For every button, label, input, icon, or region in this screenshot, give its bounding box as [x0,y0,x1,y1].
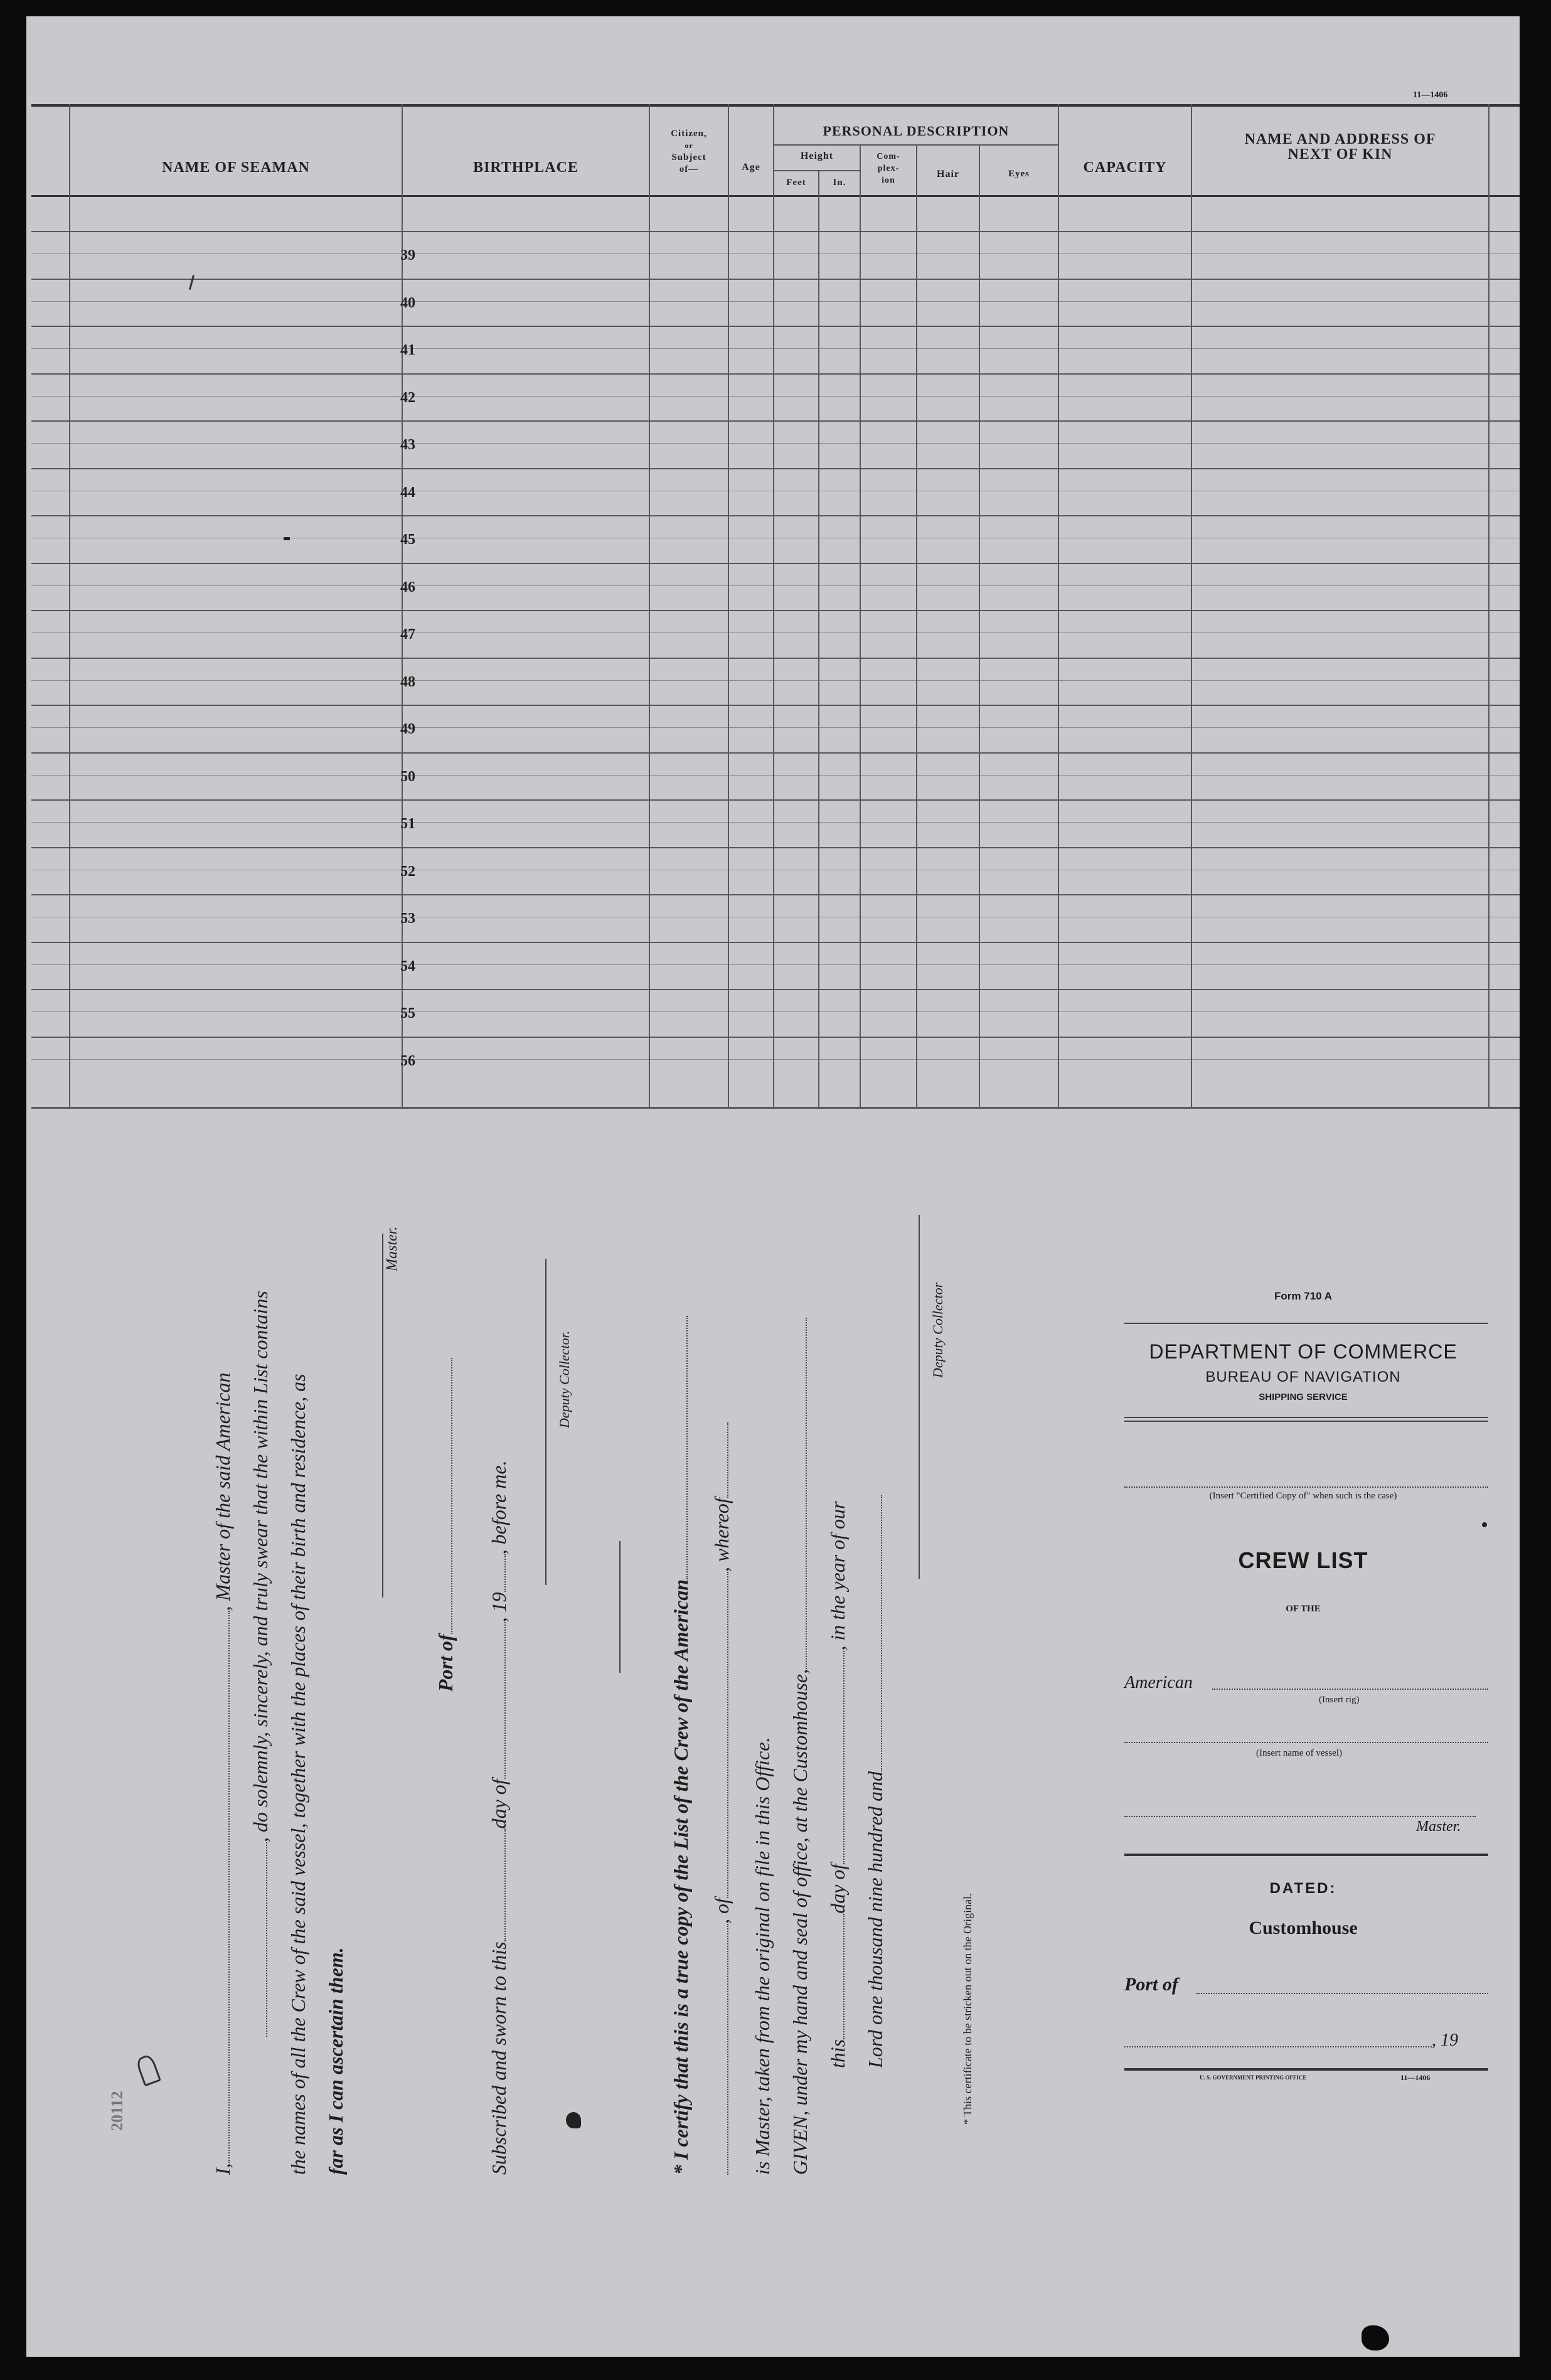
row-number: 44 [400,484,415,501]
table-top-border [31,104,1520,107]
table-subrow-line [31,396,1520,397]
pen-mark [284,537,290,540]
rig-field[interactable] [1212,1689,1488,1690]
oath-line-2: , do solemnly, sincerely, and truly swear that the within List contains [249,1291,272,2037]
col-line-birthplace [649,104,650,1108]
header-next-of-kin-line2: NEXT OF KIN [1287,146,1393,163]
table-subrow-line [31,1011,1520,1012]
table-row [31,515,1520,516]
shipping-service: SHIPPING SERVICE [1259,1392,1348,1402]
col-line-age [773,104,774,1108]
torn-edge [1362,2325,1389,2351]
american-label: American [1124,1673,1193,1692]
col-line-left [69,104,70,1108]
table-row [31,610,1520,611]
height-underline [773,170,860,171]
row-number: 49 [400,721,415,737]
col-line-feet [818,170,819,1108]
table-subrow-line [31,822,1520,823]
table-subrow-line [31,585,1520,586]
header-complexion-line1: Com- [877,152,900,161]
cert-line-5: thisday of, in the year of our [826,1501,849,2068]
table-subrow-line [31,632,1520,633]
col-line-capacity [1191,104,1192,1108]
cover-port-field[interactable] [1197,1993,1488,1994]
header-citizen-line1: Citizen, [671,129,707,139]
table-subrow-line [31,964,1520,965]
table-row [31,326,1520,327]
port-of: Port of [434,1358,457,1692]
insert-rig: (Insert rig) [1319,1695,1360,1705]
header-hair: Hair [937,169,959,179]
table-subrow-line [31,301,1520,302]
vessel-field[interactable] [1124,1742,1488,1743]
deputy-collector-1: Deputy Collector. [557,1330,572,1428]
cover-rule-2 [1124,1417,1488,1418]
bureau: BUREAU OF NAVIGATION [1205,1369,1401,1385]
table-subrow-line [31,775,1520,776]
row-number: 43 [400,437,415,453]
table-row [31,989,1520,990]
crew-list-title: CREW LIST [1238,1547,1368,1573]
col-line-hair [979,144,980,1108]
row-number: 52 [400,863,415,880]
cover-year: , 19 [1432,2030,1458,2050]
header-birthplace: BIRTHPLACE [473,159,578,176]
col-line-eyes [1058,104,1059,1108]
insert-vessel: (Insert name of vessel) [1256,1748,1343,1758]
table-subrow-line [31,727,1520,728]
table-row [31,658,1520,659]
table-row [31,894,1520,895]
header-complexion-line3: ion [882,176,895,185]
table-subrow-line [31,680,1520,681]
header-citizen-line2: or [685,141,693,150]
master-field[interactable] [1124,1816,1476,1817]
cert-line-2: , of, whereof [710,1422,733,2175]
table-row [31,752,1520,754]
certified-copy-field[interactable] [1124,1486,1488,1488]
stamp: 20112 [108,2091,126,2131]
row-number: 46 [400,579,415,595]
department: DEPARTMENT OF COMMERCE [1149,1340,1458,1363]
row-number: 41 [400,342,415,358]
col-line-complexion [916,144,917,1108]
table-header-bottom [31,195,1520,197]
header-complexion-line2: plex- [877,164,900,173]
deputy-signature-line-1 [528,1259,552,1585]
header-citizen [650,128,728,176]
divider [619,1541,621,1673]
table-row [31,563,1520,564]
cover-form-code: 11—1406 [1400,2073,1431,2082]
table-subrow-line [31,348,1520,349]
certified-note: (Insert "Certified Copy of" when such is the case) [1209,1491,1397,1501]
form-number: Form 710 A [1274,1290,1332,1302]
header-complexion [861,151,916,186]
header-feet: Feet [786,178,806,188]
oath-line-1: I,, Master of the said American [211,1372,234,2175]
deputy-collector-2: Deputy Collector [930,1282,946,1378]
cover-rule-4 [1124,1854,1488,1856]
oath-line-3: the names of all the Crew of the said vessel, together with the places of their birth and residence, as [287,1374,309,2175]
header-age: Age [742,162,760,173]
header-name-of-seaman: NAME OF SEAMAN [162,159,310,176]
oath-line-4: far as I can ascertain them. [324,1947,347,2175]
document-page [26,16,1520,2357]
col-line-height [860,144,861,1108]
header-height: Height [800,151,834,161]
cover-port-of: Port of [1124,1974,1178,1995]
row-number: 55 [400,1005,415,1022]
cover-rule-3 [1124,1421,1488,1422]
header-citizen-line3: Subject [671,152,706,163]
cert-line-4: GIVEN, under my hand and seal of office, at the Customhouse, [789,1318,812,2175]
table-row [31,847,1520,848]
header-personal-description: PERSONAL DESCRIPTION [823,123,1010,139]
row-number: 47 [400,626,415,643]
row-number: 45 [400,531,415,548]
dated-label: DATED: [1269,1880,1337,1897]
header-capacity: CAPACITY [1083,159,1167,176]
cover-rule-1 [1124,1323,1488,1324]
header-eyes: Eyes [1008,169,1030,179]
ink-mark [135,2054,161,2087]
header-next-of-kin-line1: NAME AND ADDRESS OF [1244,131,1436,147]
pen-mark [189,275,195,290]
table-row [31,420,1520,422]
row-number: 56 [400,1053,415,1069]
of-the: OF THE [1286,1604,1321,1614]
ink-blot [566,2112,581,2128]
table-row [31,468,1520,469]
table-row [31,1037,1520,1038]
table-row [31,373,1520,375]
header-next-of-kin [1192,132,1488,162]
table-subrow-line [31,1059,1520,1060]
form-code-top: 11—1406 [1413,90,1448,100]
subscribed-line: Subscribed and sworn to thisday of, 19, before me. [488,1460,510,2175]
cover-master-label: Master. [1416,1818,1461,1835]
master-label: Master. [384,1226,400,1271]
col-line-right [1488,104,1490,1108]
table-bottom-border [31,1107,1520,1109]
cover-panel [1087,1278,1520,2112]
table-subrow-line [31,443,1520,444]
cover-rule-5 [1124,2068,1488,2071]
row-number: 50 [400,769,415,785]
table-row [31,231,1520,232]
row-number: 51 [400,816,415,832]
date-field[interactable] [1124,2046,1432,2047]
cert-line-6: Lord one thousand nine hundred and [864,1495,887,2068]
header-citizen-line4: of— [679,164,699,174]
table-row [31,279,1520,280]
table-row [31,705,1520,706]
deputy-signature-line-2 [902,1215,925,1579]
row-number: 53 [400,910,415,927]
table-row [31,942,1520,943]
row-number: 39 [400,247,415,264]
master-signature-line [365,1234,388,1598]
header-inches: In. [833,178,846,188]
row-number: 42 [400,390,415,406]
customhouse-label: Customhouse [1249,1918,1358,1938]
cert-line-1: * I certify that this is a true copy of the List of the Crew of the American [669,1316,693,2175]
cert-line-3: is Master, taken from the original on file in this Office. [751,1737,774,2175]
footnote: * This certificate to be stricken out on the Original. [961,1893,974,2125]
personal-desc-underline [773,144,1058,146]
row-number: 48 [400,674,415,690]
printing-office: U. S. GOVERNMENT PRINTING OFFICE [1200,2074,1307,2081]
table-subrow-line [31,253,1520,254]
row-number: 40 [400,295,415,311]
table-row [31,799,1520,801]
oath-certificate-block [186,1146,1077,2212]
col-line-citizen [728,104,729,1108]
row-number: 54 [400,958,415,974]
